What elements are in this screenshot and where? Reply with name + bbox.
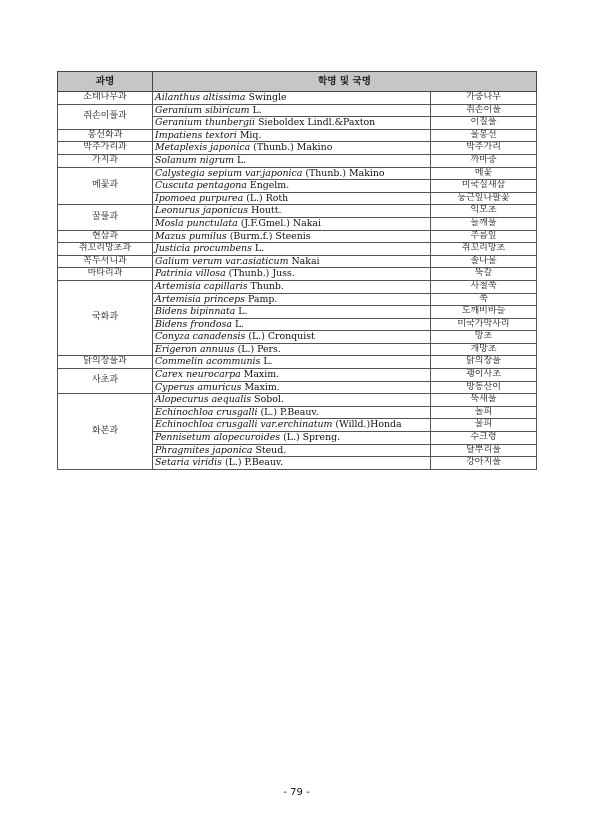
author-citation: (J.F.Gmel.) Nakai [240,217,321,229]
species-epithet: amuricus [197,381,242,393]
author-citation: Houtt. [251,205,282,217]
korean-name-cell: 둥근잎나팔꽃 [431,192,537,205]
author-citation: (Willd.)Honda [335,419,402,431]
author-citation: Maxim. [244,381,280,393]
scientific-name-cell [153,331,431,344]
author-citation: Pamp. [247,293,278,305]
table-row [58,255,537,268]
korean-name-cell: 사철쑥 [431,280,537,293]
scientific-name-cell [153,293,431,306]
species-epithet: neurocarpa [186,369,241,381]
family-column-header: 과명 [58,72,153,92]
species-epithet: punctulata [186,217,238,229]
genus-name: Mazus [155,230,186,242]
korean-name-cell: 솔나물 [431,255,537,268]
scientific-name-cell [153,444,431,457]
scientific-name-cell [153,406,431,419]
family-cell: 박주가리과 [58,142,153,155]
author-citation: L. [263,356,273,368]
family-cell: 가지과 [58,154,153,167]
author-citation: Sobol. [254,394,284,406]
genus-name: Bidens [155,318,188,330]
genus-name: Carex [155,369,184,381]
table-row [58,129,537,142]
korean-name-cell: 들깨풀 [431,217,537,230]
scientific-name-cell [153,167,431,180]
genus-name: Patrinia [155,268,193,280]
korean-name-cell: 개망초 [431,343,537,356]
korean-name-cell: 쥐손이풀 [431,104,537,117]
author-citation: L. [254,243,265,255]
korean-name-cell: 가중나무 [431,92,537,105]
genus-name: Setaria [155,457,190,469]
genus-name: Cyperus [155,381,195,393]
family-cell: 마타리과 [58,268,153,281]
genus-name: Solanum [155,154,197,166]
species-epithet: alopecuroides [213,432,281,444]
scientific-name-cell [153,419,431,432]
author-citation: (L.) Roth [246,192,289,204]
scientific-name-cell [153,432,431,445]
genus-name: Conyza [155,331,190,343]
table-header-row [58,72,537,92]
table-row [58,142,537,155]
family-cell: 메꽃과 [58,167,153,205]
scientific-name-cell [153,394,431,407]
scientific-name-cell [153,92,431,105]
korean-name-cell: 미국실새삼 [431,180,537,193]
author-citation: Engelm. [249,180,290,192]
species-epithet: frondosa [190,318,232,330]
family-cell: 화본과 [58,394,153,470]
author-citation: Swingle [248,92,287,103]
genus-name: Mosla [155,217,184,229]
family-cell: 사초과 [58,369,153,394]
family-cell: 쥐손이풀과 [58,104,153,129]
scientific-name-cell [153,192,431,205]
author-citation: Sieboldex Lindl.&Paxton [257,117,376,129]
scientific-name-cell [153,381,431,394]
scientific-name-cell [153,230,431,243]
korean-name-cell: 돌피 [431,406,537,419]
scientific-name-cell [153,268,431,281]
author-citation: (Thunb.) Juss. [228,268,295,280]
species-epithet: aequalis [211,394,252,406]
korean-name-cell: 닭의장풀 [431,356,537,369]
genus-name: Ailanthus [155,92,201,103]
species-epithet: procumbens [193,243,252,255]
korean-name-cell: 박주가리 [431,142,537,155]
species-epithet: japonica [212,444,253,456]
species-table [57,71,537,470]
genus-name: Geranium [155,104,203,116]
scientific-name-cell [153,356,431,369]
genus-name: Bidens [155,306,188,318]
genus-name: Cuscuta [155,180,194,192]
species-epithet: acommunis [206,356,261,368]
scientific-name-cell [153,280,431,293]
species-epithet: textori [205,129,237,141]
scientific-korean-column-header: 학명 및 국명 [153,72,537,92]
author-citation: (Thunb.) Makino [253,142,333,154]
scientific-name-cell [153,129,431,142]
korean-name-cell: 물봉선 [431,129,537,142]
genus-name: Justicia [155,243,191,255]
genus-name: Alopecurus [155,394,209,406]
species-epithet: viridis [192,457,222,469]
author-citation: L. [238,306,248,318]
family-cell: 국화과 [58,280,153,356]
table-body [58,92,537,470]
species-epithet: altissima [203,92,246,103]
korean-name-cell: 메꽃 [431,167,537,180]
korean-name-cell: 방동산이 [431,381,537,394]
table-row [58,243,537,256]
genus-name: Ipomoea [155,192,197,204]
page-number: - 79 - [283,787,310,798]
korean-name-cell: 강아지풀 [431,457,537,470]
table-row [58,356,537,369]
author-citation: Thunb. [250,280,284,292]
species-epithet: pumilus [188,230,227,242]
species-epithet: capillaris [203,280,248,292]
korean-name-cell: 까마중 [431,154,537,167]
korean-name-cell: 수크령 [431,432,537,445]
author-citation: Miq. [239,129,262,141]
family-cell: 봉선화과 [58,129,153,142]
scientific-name-cell [153,306,431,319]
korean-name-cell: 쑥 [431,293,537,306]
genus-name: Artemisia [155,280,201,292]
species-epithet: nigrum [199,154,235,166]
korean-name-cell: 이질풀 [431,117,537,130]
author-citation: (L.) Cronquist [248,331,315,343]
genus-name: Echinochloa [155,419,214,431]
scientific-name-cell [153,217,431,230]
korean-name-cell: 망초 [431,331,537,344]
table-row [58,369,537,382]
table-row [58,394,537,407]
author-citation: (Thunb.) Makino [305,167,385,179]
family-cell: 쥐꼬리망초과 [58,243,153,256]
genus-name: Erigeron [155,343,198,355]
scientific-name-cell [153,318,431,331]
species-epithet: sibiricum [205,104,250,116]
scientific-name-cell [153,180,431,193]
table-row [58,280,537,293]
species-epithet: thunbergii [205,117,255,129]
author-citation: Maxim. [243,369,280,381]
scientific-name-cell [153,369,431,382]
genus-name: Galium [155,255,190,267]
species-epithet: crusgalli [216,406,258,418]
family-cell: 꼭두서니과 [58,255,153,268]
genus-name: Phragmites [155,444,210,456]
korean-name-cell: 괭이사초 [431,369,537,382]
genus-name: Pennisetum [155,432,211,444]
genus-name: Calystegia [155,167,205,179]
author-citation: L. [234,318,245,330]
author-citation: Steud. [255,444,287,456]
korean-name-cell: 물피 [431,419,537,432]
species-epithet: villosa [195,268,226,280]
author-citation: L. [237,154,247,166]
species-epithet: japonicus [202,205,249,217]
species-epithet: canadensis [192,331,246,343]
korean-name-cell: 뚝새풀 [431,394,537,407]
genus-name: Echinochloa [155,406,214,418]
table-row [58,154,537,167]
author-citation: (L.) Spreng. [283,432,341,444]
table-row [58,230,537,243]
author-citation: (L.) P.Beauv. [224,457,284,469]
author-citation: L. [252,104,262,116]
family-cell: 닭의장풀과 [58,356,153,369]
scientific-name-cell [153,142,431,155]
species-epithet: purpurea [199,192,244,204]
scientific-name-cell [153,205,431,218]
korean-name-cell: 뚝갈 [431,268,537,281]
korean-name-cell: 달뿌리풀 [431,444,537,457]
species-epithet: pentagona [196,180,247,192]
species-epithet: princeps [203,293,245,305]
scientific-name-cell [153,255,431,268]
genus-name: Impatiens [155,129,203,141]
author-citation: (L.) Pers. [237,343,281,355]
scientific-name-cell [153,243,431,256]
scientific-name-cell [153,154,431,167]
scientific-name-cell [153,104,431,117]
species-epithet: sepium var.japonica [207,167,303,179]
genus-name: Leonurus [155,205,200,217]
table-row [58,92,537,105]
korean-name-cell: 미국가막사리 [431,318,537,331]
scientific-name-cell [153,117,431,130]
genus-name: Metaplexis [155,142,208,154]
genus-name: Commelin [155,356,204,368]
korean-name-cell: 주름잎 [431,230,537,243]
author-citation: (Burm.f.) Steenis [229,230,311,242]
scientific-name-cell [153,343,431,356]
table-row [58,205,537,218]
family-cell: 현삼과 [58,230,153,243]
species-epithet: crusgalli var.erchinatum [216,419,333,431]
table-row [58,268,537,281]
species-epithet: bipinnata [190,306,236,318]
genus-name: Artemisia [155,293,201,305]
author-citation: (L.) P.Beauv. [260,406,319,418]
table-row [58,104,537,117]
species-epithet: annuus [200,343,235,355]
family-cell: 소태나무과 [58,92,153,105]
species-epithet: japonica [210,142,251,154]
table-row [58,167,537,180]
species-epithet: verum var.asiaticum [192,255,289,267]
genus-name: Geranium [155,117,203,129]
author-citation: Nakai [291,255,320,267]
family-cell: 꿀풀과 [58,205,153,230]
scientific-name-cell [153,457,431,470]
korean-name-cell: 익모초 [431,205,537,218]
korean-name-cell: 쥐꼬리망초 [431,243,537,256]
korean-name-cell: 도깨비바늘 [431,306,537,319]
